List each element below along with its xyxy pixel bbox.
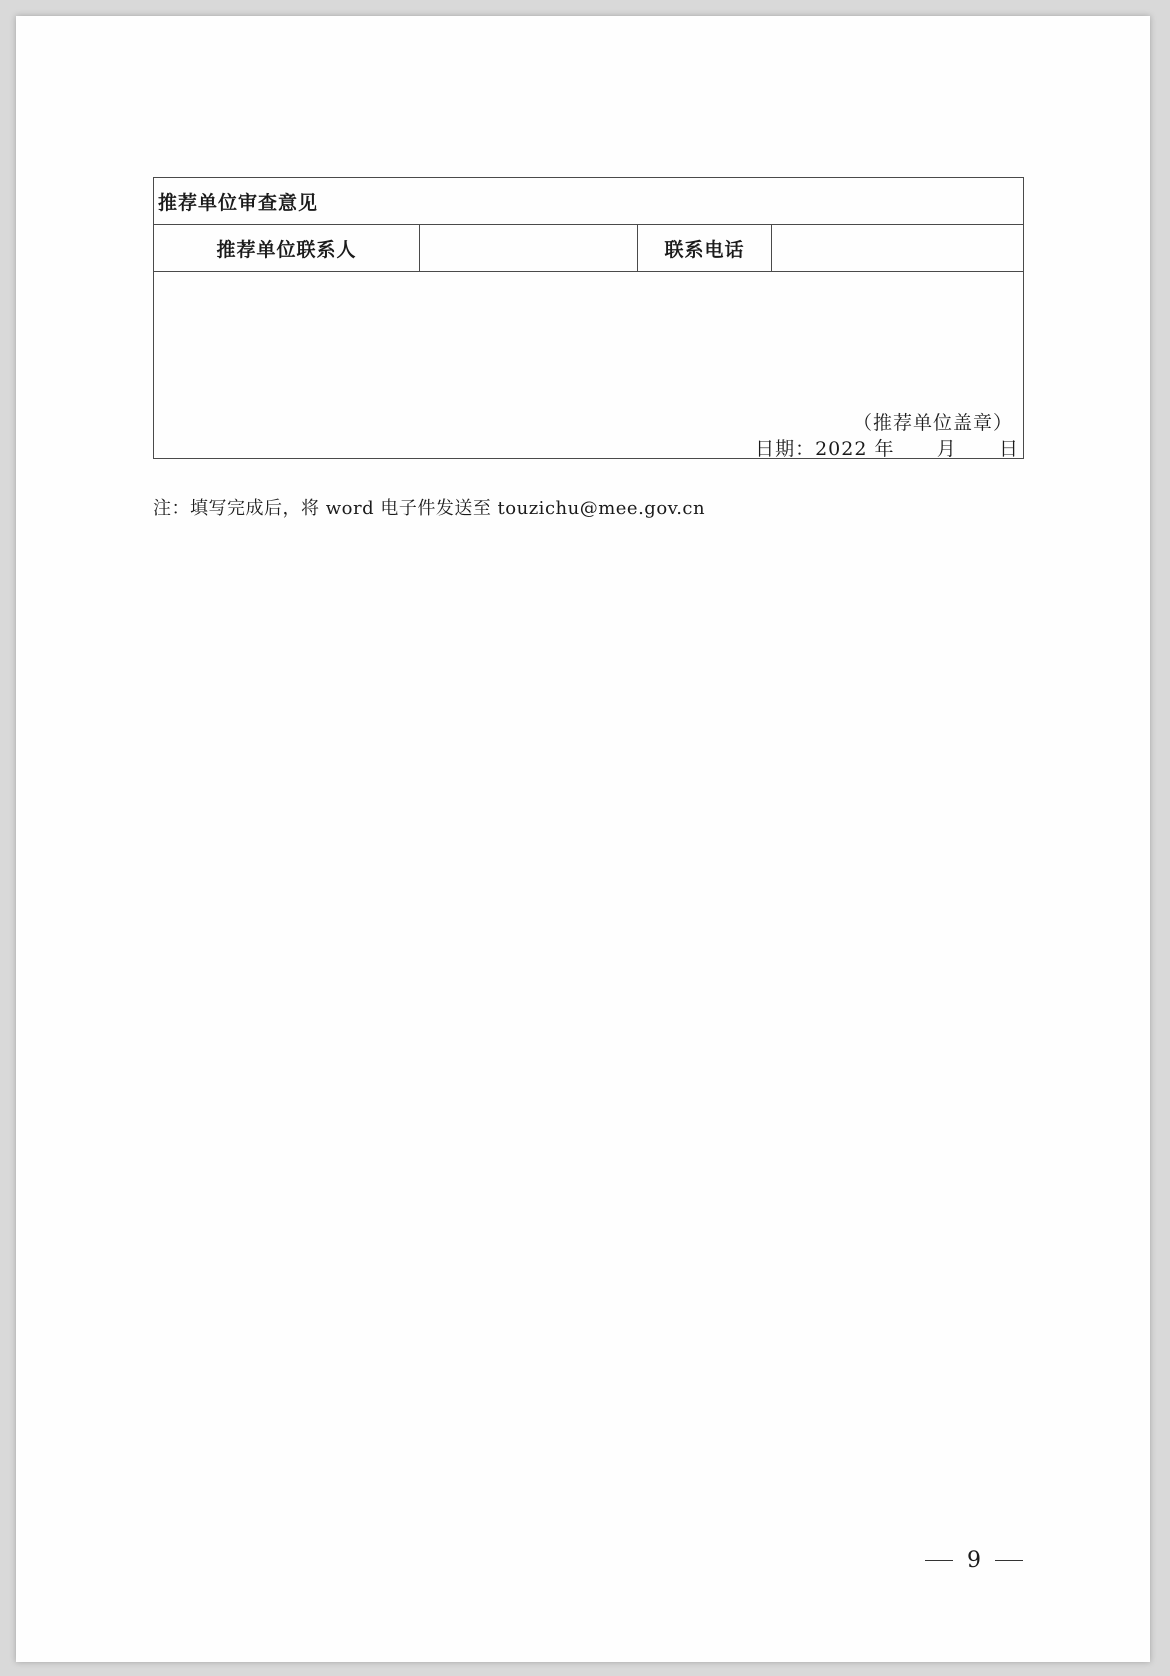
review-opinion-area bbox=[154, 272, 1024, 459]
phone-label: 联系电话 bbox=[638, 225, 772, 272]
seal-note: （推荐单位盖章） bbox=[853, 412, 1014, 434]
date-month: 月 bbox=[936, 438, 957, 460]
date-year: 2022 年 bbox=[815, 438, 895, 460]
submission-note: 注：填写完成后，将 word 电子件发送至 touzichu@mee.gov.cn bbox=[153, 498, 706, 519]
document-page bbox=[16, 16, 1150, 1662]
review-form-table bbox=[153, 177, 1024, 459]
date-prefix: 日期： bbox=[755, 438, 816, 460]
contact-person-label: 推荐单位联系人 bbox=[154, 225, 420, 272]
date-day: 日 bbox=[999, 438, 1020, 460]
phone-field bbox=[772, 225, 1024, 272]
date-line bbox=[755, 434, 1019, 461]
page-number bbox=[906, 1548, 1042, 1573]
page-number-dash-left bbox=[925, 1560, 953, 1562]
page-number-dash-right bbox=[995, 1560, 1023, 1562]
contact-person-field bbox=[420, 225, 638, 272]
page-number-value: 9 bbox=[967, 1548, 981, 1573]
review-opinion-label: 推荐单位审查意见 bbox=[154, 178, 1024, 225]
